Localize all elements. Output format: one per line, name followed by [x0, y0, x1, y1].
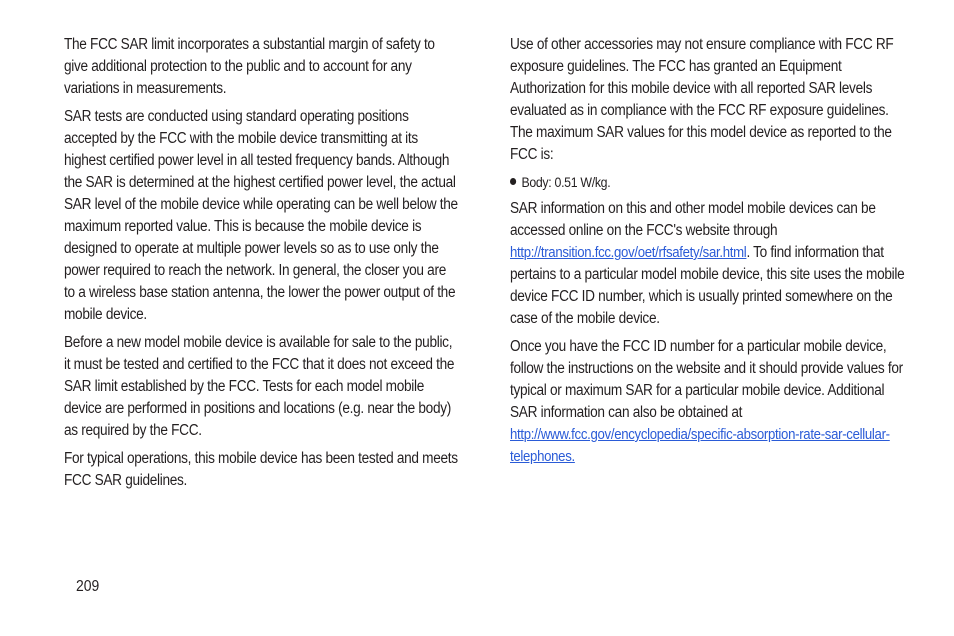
sar-info-text-after: . To find information that pertains to a particular model mobile device, this site uses the mobile device FCC ID number, which is usually printed somewhere on the case of the mobile device.	[510, 244, 905, 327]
paragraph-typical-operations: For typical operations, this mobile device has been tested and meets FCC SAR guidelines.	[64, 450, 458, 489]
paragraph-certification: Before a new model mobile device is available for sale to the public, it must be tested and certified to the FCC that it does not exceed the SAR limit established by the FCC. Tests for each model mobile device are performed in positions and locations (e.g. near the body) as required by the FCC.	[64, 334, 455, 439]
fcc-id-text: Once you have the FCC ID number for a particular mobile device, follow the instructions on the website and it should provide values for typical or maximum SAR for a particular mobile device. Additional SAR information can also be obtained at	[510, 338, 903, 421]
paragraph-sar-info	[510, 198, 906, 330]
page-number: 209	[76, 578, 100, 595]
paragraph-accessories: Use of other accessories may not ensure compliance with FCC RF exposure guidelines. The FCC has granted an Equipment Authorization for this mobile device with all reported SAR levels evaluated as in compliance with the FCC RF exposure guidelines. The maximum SAR values for this model device as reported to the FCC is:	[510, 36, 894, 163]
paragraph-fcc-id	[510, 336, 906, 468]
fcc-encyclopedia-link[interactable]: http://www.fcc.gov/encyclopedia/specific-absorption-rate-sar-cellular-telephones.	[510, 426, 890, 465]
bullet-text: Body: 0.51 W/kg.	[521, 174, 611, 190]
right-column	[510, 34, 906, 474]
bullet-icon	[510, 178, 516, 185]
sar-value-bullet	[510, 172, 906, 192]
paragraph-sar-tests: SAR tests are conducted using standard operating positions accepted by the FCC with the mobile device transmitting at its highest certified power level in all tested frequency bands. Although the SAR is determined at the highest certified power level, the actual SAR level of the mobile device while operating can be well below the maximum reported value. This is because the mobile device is designed to operate at multiple power levels so as to use only the power required to reach the network. In general, the closer you are to a wireless base station antenna, the lower the power output of the mobile device.	[64, 108, 458, 323]
fcc-sar-link[interactable]: http://transition.fcc.gov/oet/rfsafety/sar.html	[510, 244, 747, 261]
left-column	[64, 34, 460, 498]
sar-info-text-before: SAR information on this and other model mobile devices can be accessed online on the FCC's website through	[510, 200, 876, 239]
paragraph-sar-limit: The FCC SAR limit incorporates a substantial margin of safety to give additional protection to the public and to account for any variations in measurements.	[64, 36, 435, 97]
